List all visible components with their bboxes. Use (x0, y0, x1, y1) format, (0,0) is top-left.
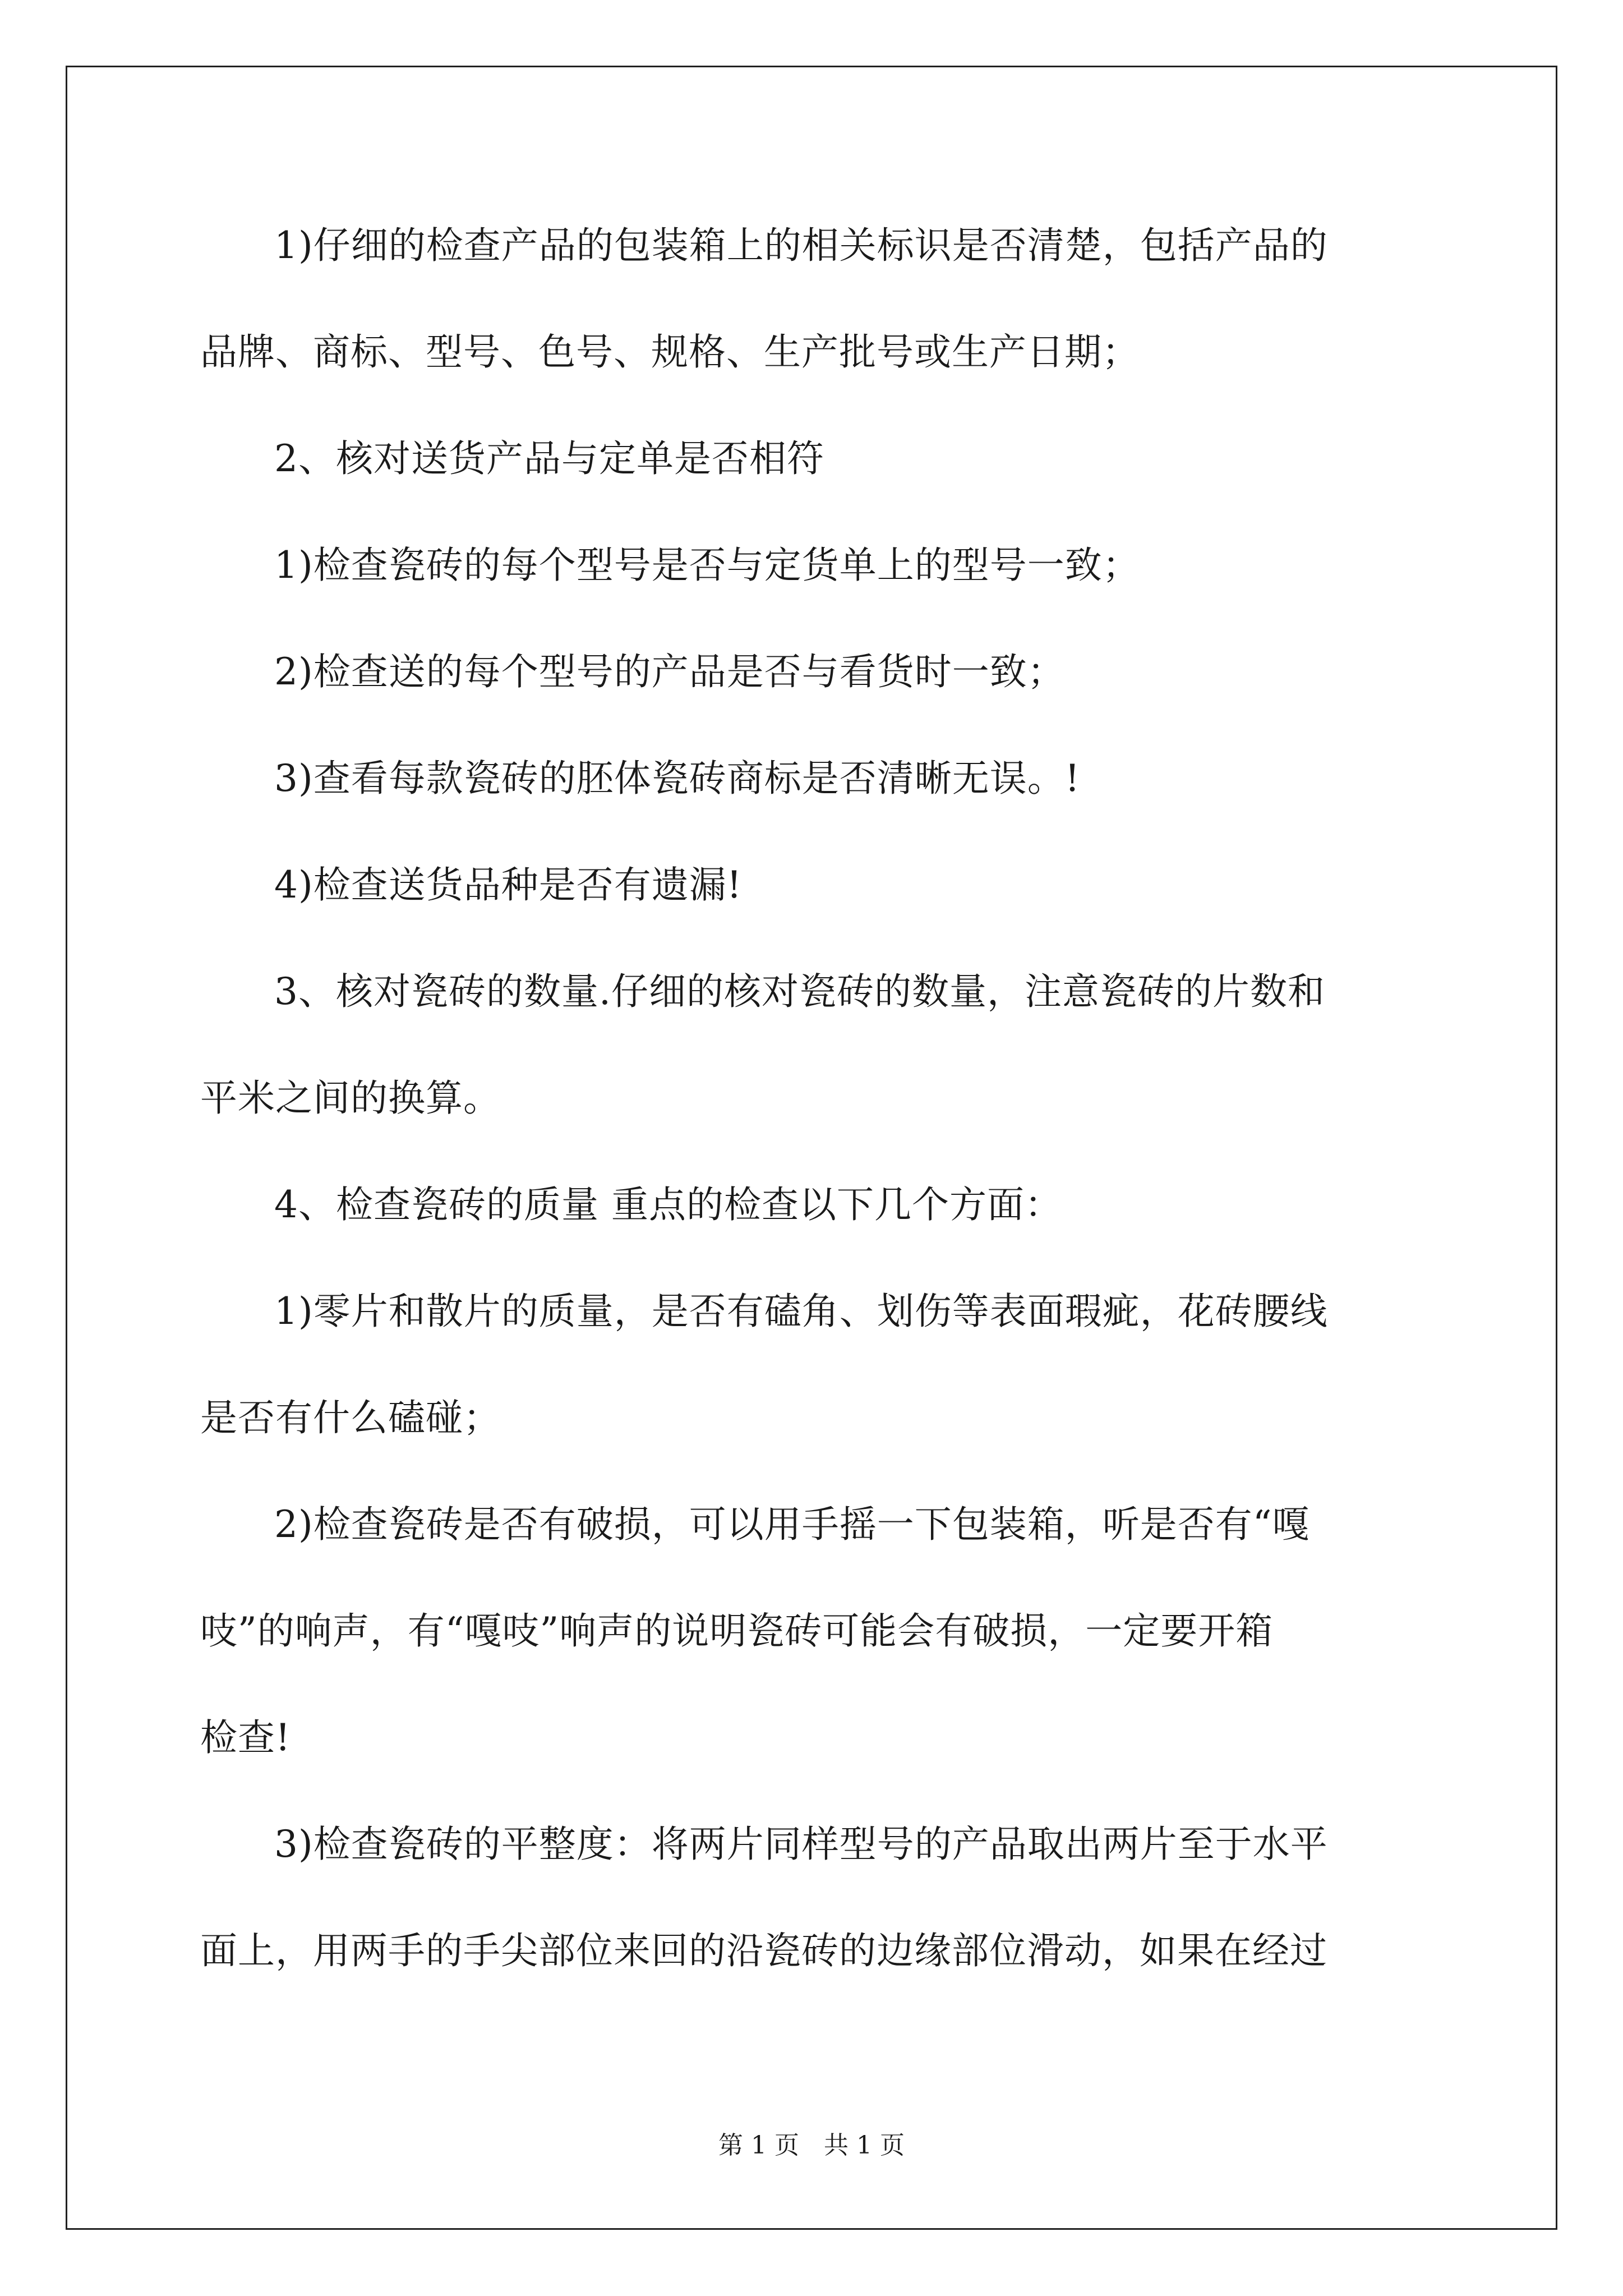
page-border (66, 66, 1557, 2230)
paragraph-line: 面上，用两手的手尖部位来回的沿瓷砖的边缘部位滑动，如果在经过 (200, 1929, 1327, 1972)
paragraph-line: 1)检查瓷砖的每个型号是否与定货单上的型号一致； (274, 544, 1140, 587)
section-heading: 2、核对送货产品与定单是否相符 (274, 437, 824, 480)
paragraph-line: 4)检查送货品种是否有遗漏! (274, 863, 743, 907)
section-heading: 4、检查瓷砖的质量 重点的检查以下几个方面： (274, 1183, 1062, 1226)
paragraph-line: 吱”的响声，有“嘎吱”响声的说明瓷砖可能会有破损，一定要开箱 (200, 1609, 1274, 1653)
paragraph-line: 2)检查瓷砖是否有破损，可以用手摇一下包装箱，听是否有“嘎 (274, 1503, 1310, 1546)
paragraph-line: 2)检查送的每个型号的产品是否与看货时一致； (274, 650, 1065, 693)
paragraph-line: 检查! (200, 1716, 291, 1759)
paragraph-line: 1)零片和散片的质量，是否有磕角、划伤等表面瑕疵，花砖腰线 (274, 1290, 1328, 1333)
page-number-footer: 第 1 页 共 1 页 (718, 2131, 905, 2160)
paragraph-line: 3)检查瓷砖的平整度：将两片同样型号的产品取出两片至于水平 (274, 1823, 1328, 1866)
paragraph-line: 1)仔细的检查产品的包装箱上的相关标识是否清楚，包括产品的 (274, 224, 1328, 267)
paragraph-line: 是否有什么磕碰； (200, 1396, 501, 1439)
paragraph-line: 平米之间的换算。 (200, 1076, 501, 1120)
paragraph-line: 3)查看每款瓷砖的胚体瓷砖商标是否清晰无误。! (274, 757, 1081, 800)
section-heading: 3、核对瓷砖的数量.仔细的核对瓷砖的数量，注意瓷砖的片数和 (274, 970, 1325, 1013)
paragraph-line: 品牌、商标、型号、色号、规格、生产批号或生产日期； (200, 330, 1140, 374)
